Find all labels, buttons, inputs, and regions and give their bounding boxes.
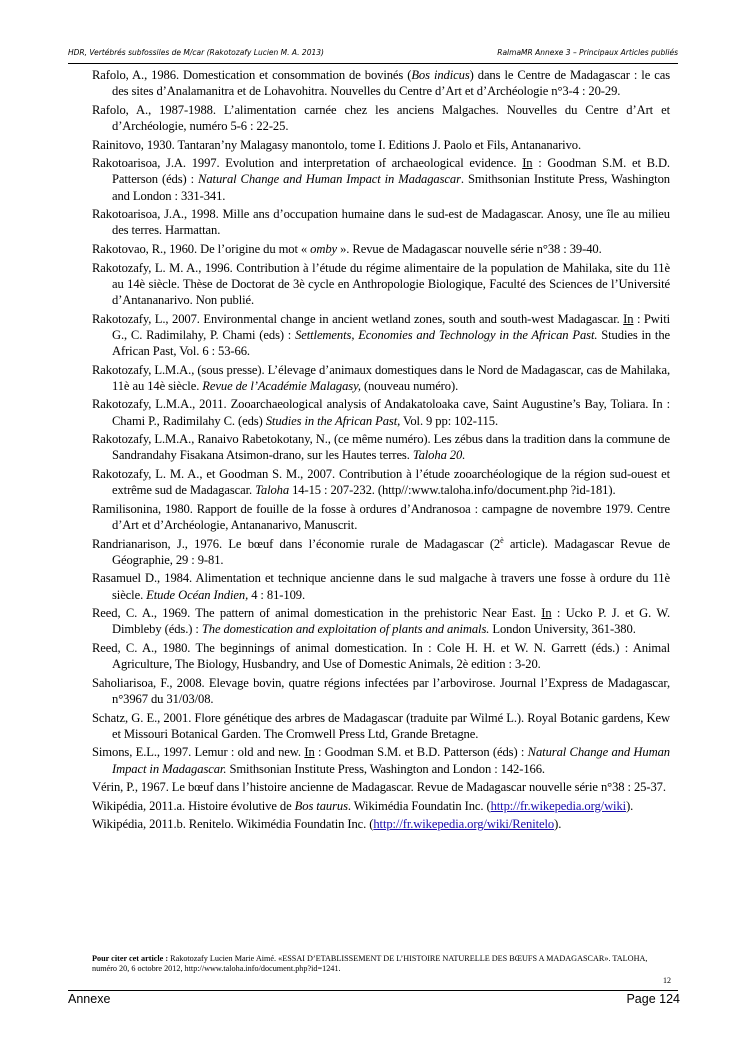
footer-page-number: Page 124 <box>626 992 680 1006</box>
reference-text: 14-15 : 207-232. (http//:www.taloha.info/document.php ?id-181). <box>289 483 616 498</box>
reference-text: Saholiarisoa, F., 2008. Elevage bovin, quatre régions infectées par l’arbovirose. Journal l’Express de Madagascar, n°3967 du 31/03/08. <box>92 675 670 706</box>
reference-text: Studies in the African Past, Vol. 6 : 53-66. <box>112 327 671 358</box>
reference-text: Rakotozafy, L.M.A., (sous presse). L’élevage d’animaux domestiques dans le Nord de Madagascar, cas de Mahilaka, 11è au 14è siècle. <box>92 362 670 393</box>
reference-text: Taloha 20. <box>412 448 466 463</box>
reference-entry <box>92 501 670 533</box>
reference-entry <box>92 536 670 568</box>
reference-entry <box>92 396 670 428</box>
reference-entry <box>92 311 670 360</box>
reference-text: , Vol. 9 pp: 102-115. <box>397 413 499 428</box>
reference-text: ). <box>554 817 562 832</box>
header-divider <box>68 63 678 64</box>
reference-text: Rasamuel D., 1984. Alimentation et technique ancienne dans le sud malgache à travers une fosse à ordure du 11è siècle. <box>92 571 670 602</box>
reference-entry <box>92 466 670 498</box>
citation-label: Pour citer cet article : <box>92 954 169 963</box>
page-header <box>68 46 678 62</box>
citation-note <box>92 954 662 973</box>
reference-text: In <box>541 606 552 621</box>
reference-entry <box>92 640 670 672</box>
reference-text: : Goodman S.M. et B.D. Patterson (éds) : <box>314 745 528 760</box>
reference-text: Rakotozafy, L., 2007. Environmental change in ancient wetland zones, south and south-west Madagascar. <box>92 311 624 326</box>
reference-text: Revue de l’Académie Malagasy, <box>202 378 361 393</box>
reference-text: London University, 361-380. <box>489 622 636 637</box>
reference-text: Bos taurus <box>294 798 348 813</box>
reference-text: ) dans le Centre de Madagascar : le cas des sites d’Analamanitra et de Lohavohitra. Nouvelles du Centre d’Art et d’Archéologie n°3-4 : 20-29. <box>112 68 670 99</box>
reference-text: Randrianarison, J., 1976. Le bœuf dans l’économie rurale de Madagascar (2 <box>92 536 501 551</box>
reference-text: Schatz, G. E., 2001. Flore génétique des arbres de Madagascar (traduite par Wilmé L.). Royal Botanic gardens, Kew et Missouri Botanical Garden. The Cromwell Press Ltd, Grande Bretagne. <box>92 710 670 741</box>
reference-text: Ramilisonina, 1980. Rapport de fouille de la fosse à ordures d’Andranosoa : campagne de novembre 1979. Centre d’Art et d’Archéologie, Antananarivo, Manuscrit. <box>92 501 670 532</box>
reference-text: Smithsonian Institute Press, Washington and London : 142-166. <box>226 761 545 776</box>
reference-text: . Wikimédia Foundatin Inc. ( <box>347 798 491 813</box>
reference-entry <box>92 102 670 134</box>
reference-link[interactable]: http://fr.wikepedia.org/wiki/Renitelo <box>373 817 555 832</box>
reference-text: Taloha <box>255 483 290 498</box>
reference-text: è <box>500 535 504 545</box>
reference-entry <box>92 605 670 637</box>
reference-text: Rakotozafy, L.M.A., Ranaivo Rabetokotany, N., (ce même numéro). Les zébus dans la tradition dans la commune de Sandrandahy Fisakana Atsimon-drano, sur les Hautes terres. <box>92 432 670 463</box>
reference-text: Natural Change and Human Impact in Madagascar. <box>112 745 670 776</box>
reference-link[interactable]: http://fr.wikepedia.org/wiki <box>490 798 627 813</box>
reference-text: Rakotozafy, L. M. A., 1996. Contribution à l’étude du régime alimentaire de la population de Mahilaka, site du 11è au 14è siècle. Thèse de Doctorat de 3è cycle en Anthropologie Biologique, Faculté des Sciences de l’Université d’Antananarivo. Non publié. <box>92 260 670 307</box>
footer-left: Annexe <box>68 992 111 1006</box>
reference-entry <box>92 779 670 795</box>
citation-text: Rakotozafy Lucien Marie Aimé. «ESSAI D’ETABLISSEMENT DE L’HISTOIRE NATURELLE DES BŒUFS A MADAGASCAR». TALOHA, numéro 20, 6 octobre 2012, http://www.taloha.info/document.php?id=1241. <box>92 954 648 973</box>
reference-text: Natural Change and Human Impact in Madagascar <box>198 172 461 187</box>
reference-text: The domestication and exploitation of plants and animals. <box>201 622 490 637</box>
reference-text: Bos indicus <box>411 68 470 82</box>
reference-entry <box>92 155 670 204</box>
reference-entry <box>92 744 670 776</box>
reference-entry <box>92 137 670 153</box>
reference-text: ). <box>626 798 634 813</box>
reference-text: Wikipédia, 2011.a. Histoire évolutive de <box>92 798 295 813</box>
header-left: HDR, Vertébrés subfossiles de M/car (Rakotozafy Lucien M. A. 2013) <box>68 48 324 57</box>
reference-text: Rainitovo, 1930. Tantaran’ny Malagasy manontolo, tome I. Editions J. Paolo et Fils, Antananarivo. <box>92 137 582 152</box>
reference-text: In <box>304 745 315 760</box>
reference-text: Simons, E.L., 1997. Lemur : old and new. <box>92 745 305 760</box>
reference-text: Rafolo, A., 1986. Domestication et consommation de bovinés ( <box>92 68 412 82</box>
reference-entry <box>92 67 670 99</box>
reference-text: Rakotoarisoa, J.A., 1998. Mille ans d’occupation humaine dans le sud-est de Madagascar. Anosy, une île au milieu des terres. Harmattan. <box>92 207 670 238</box>
reference-text: omby <box>310 241 338 256</box>
reference-text: In <box>522 156 533 171</box>
reference-entry <box>92 570 670 602</box>
reference-text: : Ucko P. J. et G. W. Dimbleby (éds.) : <box>112 606 670 637</box>
reference-entry <box>92 798 670 814</box>
reference-text: In <box>623 311 634 326</box>
article-page-number: 12 <box>663 976 671 985</box>
reference-entry <box>92 362 670 394</box>
reference-text: Reed, C. A., 1969. The pattern of animal domestication in the prehistoric Near East. <box>92 606 542 621</box>
reference-text: Rakotoarisoa, J.A. 1997. Evolution and interpretation of archaeological evidence. <box>92 156 523 171</box>
reference-entry <box>92 675 670 707</box>
reference-text: Rakotovao, R., 1960. De l’origine du mot « <box>92 241 311 256</box>
reference-text: Studies in the African Past <box>265 413 398 428</box>
reference-text: Rafolo, A., 1987-1988. L’alimentation carnée chez les anciens Malgaches. Nouvelles du Centre d’Art et d’Archéologie, numéro 5-6 : 22-25. <box>92 102 670 133</box>
reference-text: 4 : 81-109. <box>248 587 306 602</box>
reference-entry <box>92 431 670 463</box>
reference-list <box>92 67 670 835</box>
reference-text: : Goodman S.M. et B.D. Patterson (éds) : <box>112 156 670 187</box>
reference-text: Rakotozafy, L.M.A., 2011. Zooarchaeological analysis of Andakatoloaka cave, Saint Augustine’s Bay, Toliara. In : Chami P., Radimilahy C. (eds) <box>92 397 670 428</box>
reference-text: Reed, C. A., 1980. The beginnings of animal domestication. In : Cole H. H. et W. N. Garrett (éds.) : Animal Agriculture, The Biology, Husbandry, and Use of Domestic Animals, 2è edition : 3-20. <box>92 640 670 672</box>
reference-text: Etude Océan Indien, <box>146 587 249 602</box>
reference-text: (nouveau numéro). <box>360 378 459 393</box>
reference-text: . Smithsonian Institute Press, Washington and London : 331-341. <box>112 172 670 203</box>
reference-text: Settlements, Economies and Technology in the African Past. <box>295 327 598 342</box>
reference-text: Rakotozafy, L. M. A., et Goodman S. M., 2007. Contribution à l’étude zooarchéologique de la région sud-ouest et extrême sud de Madagascar. <box>92 466 670 498</box>
reference-entry <box>92 710 670 742</box>
reference-text: ». Revue de Madagascar nouvelle série n°38 : 39-40. <box>337 241 602 256</box>
reference-entry <box>92 241 670 257</box>
header-right: RalmaMR Annexe 3 – Principaux Articles publiés <box>497 48 678 57</box>
reference-text: article). Madagascar Revue de Géographie, 29 : 9-81. <box>112 536 671 567</box>
reference-entry <box>92 260 670 309</box>
reference-text: Wikipédia, 2011.b. Renitelo. Wikimédia Foundatin Inc. ( <box>92 817 374 832</box>
reference-text: Vérin, P., 1967. Le bœuf dans l’histoire ancienne de Madagascar. Revue de Madagascar nouvelle série n°38 : 25-37. <box>92 780 666 795</box>
reference-text: : Pwiti G., C. Radimilahy, P. Chami (eds) : <box>112 311 670 342</box>
reference-entry <box>92 816 670 832</box>
footer-divider <box>68 990 678 991</box>
reference-entry <box>92 206 670 238</box>
